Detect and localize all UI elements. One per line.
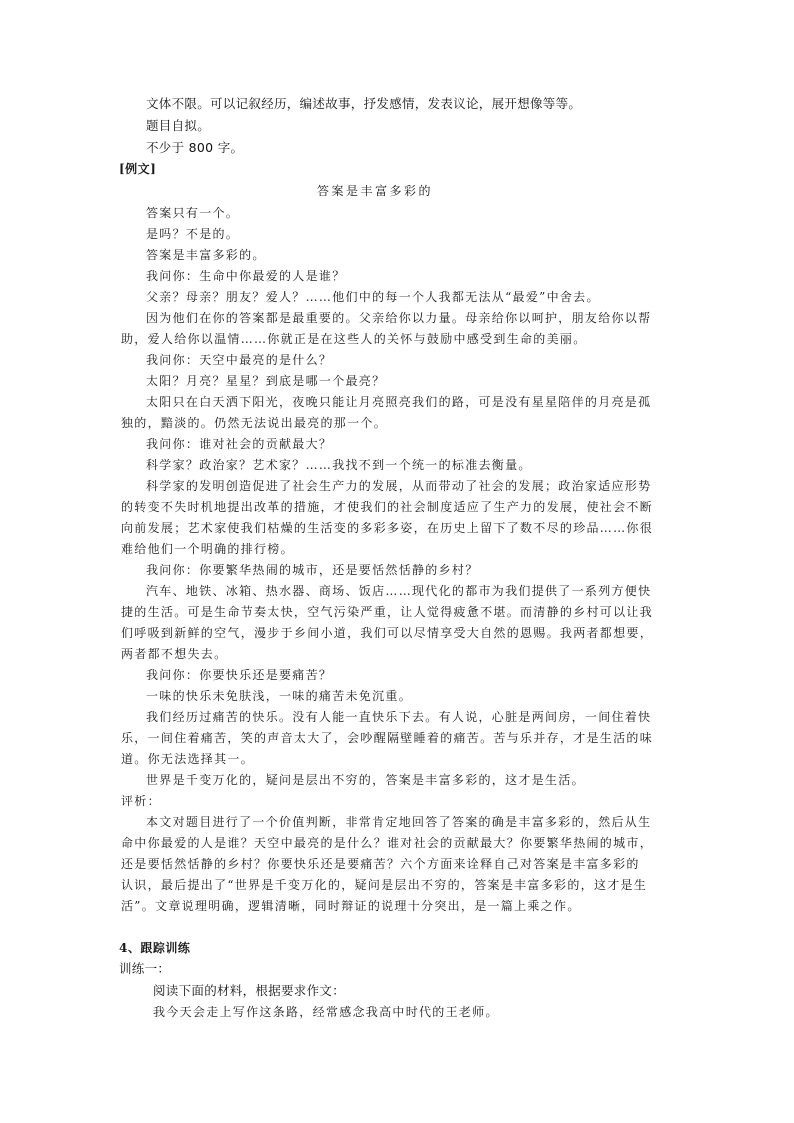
essay-line-10: 太阳只在白天洒下阳光，夜晚只能让月亮照亮我们的路，可是没有星星陪伴的月亮是孤 <box>146 395 652 409</box>
essay-line-4: 我问你：生命中你最爱的人是谁？ <box>146 269 346 283</box>
essay-line-24: 一味的快乐未免肤浅，一味的痛苦未免沉重。 <box>146 689 413 703</box>
requirement-style: 文体不限。可以记叙经历，编述故事，抒发感情，发表议论，展开想像等等。 <box>146 96 582 111</box>
essay-line-21: 们呼吸到新鲜的空气，漫步于乡间小道，我们可以尽情享受大自然的恩赐。我两者都想要， <box>121 626 654 640</box>
commentary-line-3: 还是要恬然恬静的乡村？你要快乐还是要痛苦？六个方面来诠释自己对答案是丰富多彩的 <box>121 857 640 871</box>
section-heading: 4、跟踪训练 <box>119 941 191 955</box>
essay-line-20: 捷的生活。可是生命节奏太快，空气污染严重，让人觉得疲惫不堪。而清静的乡村可以让我 <box>121 605 654 619</box>
essay-line-3: 答案是丰富多彩的。 <box>146 248 266 262</box>
commentary-line-1: 本文对题目进行了一个价值判断，非常肯定地回答了答案的确是丰富多彩的，然后从生 <box>146 815 652 829</box>
essay-line-15: 的转变不失时机地提出改革的措施，才使我们的社会制度适应了生产力的发展，使社会不断 <box>121 500 654 514</box>
essay-line-12: 我问你：谁对社会的贡献最大？ <box>146 437 333 451</box>
example-heading: [例文] <box>119 162 157 176</box>
essay-line-19: 汽车、地铁、冰箱、热水器、商场、饭店……现代化的都市为我们提供了一系列方便快 <box>146 584 652 598</box>
commentary-label: 评析： <box>121 794 161 808</box>
essay-line-11: 独的，黯淡的。仍然无法说出最亮的那一个。 <box>121 416 388 430</box>
essay-title: 答案是丰富多彩的 <box>317 184 434 198</box>
commentary-line-2: 命中你最爱的人是谁？天空中最亮的是什么？谁对社会的贡献最大？你要繁华热闹的城市， <box>121 836 654 850</box>
training-label: 训练一： <box>119 961 171 976</box>
essay-line-26: 乐，一间住着痛苦，笑的声音太大了，会吵醒隔壁睡着的痛苦。苦与乐并存，才是生活的味 <box>121 731 654 745</box>
commentary-line-4: 认识，最后提出了“世界是千变万化的，疑问是层出不穷的，答案是丰富多彩的，这才是生 <box>121 878 648 892</box>
essay-line-13: 科学家？政治家？艺术家？……我找不到一个统一的标准去衡量。 <box>146 458 532 472</box>
essay-line-14: 科学家的发明创造促进了社会生产力的发展，从而带动了社会的发展；政治家适应形势 <box>146 479 652 493</box>
essay-line-2: 是吗？不是的。 <box>146 227 240 241</box>
essay-line-16: 向前发展；艺术家使我们枯燥的生活变的多彩多姿，在历史上留下了数不尽的珍品……你很 <box>121 521 654 535</box>
essay-line-1: 答案只有一个。 <box>146 206 240 220</box>
training-material: 我今天会走上写作这条路，经常感念我高中时代的王老师。 <box>153 1005 499 1019</box>
essay-line-22: 两者都不想失去。 <box>121 647 228 661</box>
essay-line-25: 我们经历过痛苦的快乐。没有人能一直快乐下去。有人说，心脏是两间房，一间住着快 <box>146 710 652 724</box>
training-instruction: 阅读下面的材料，根据要求作文： <box>153 983 346 998</box>
essay-line-6: 因为他们在你的答案都是最重要的。父亲给你以力量。母亲给你以呵护，朋友给你以帮 <box>146 311 652 325</box>
essay-line-27: 道。你无法选择其一。 <box>121 752 255 766</box>
requirement-title: 题目自拟。 <box>146 118 211 133</box>
essay-line-17: 难给他们一个明确的排行榜。 <box>121 542 294 556</box>
commentary-line-5: 活”。文章说理明确，逻辑清晰，同时辩证的说理十分突出，是一篇上乘之作。 <box>121 899 581 913</box>
essay-line-28: 世界是千变万化的，疑问是层出不穷的，答案是丰富多彩的，这才是生活。 <box>146 773 585 787</box>
essay-line-18: 我问你：你要繁华热闹的城市，还是要恬然恬静的乡村？ <box>146 563 479 577</box>
requirement-length: 不少于 800 字。 <box>146 140 244 155</box>
essay-line-5: 父亲？母亲？朋友？爱人？……他们中的每一个人我都无法从“最爱”中舍去。 <box>146 290 600 304</box>
essay-line-9: 太阳？月亮？星星？到底是哪一个最亮？ <box>146 374 386 388</box>
essay-line-23: 我问你：你要快乐还是要痛苦？ <box>146 668 333 682</box>
essay-line-7: 助，爱人给你以温情……你就正是在这些人的关怀与鼓励中感受到生命的美丽。 <box>121 332 587 346</box>
essay-line-8: 我问你：天空中最亮的是什么？ <box>146 353 333 367</box>
